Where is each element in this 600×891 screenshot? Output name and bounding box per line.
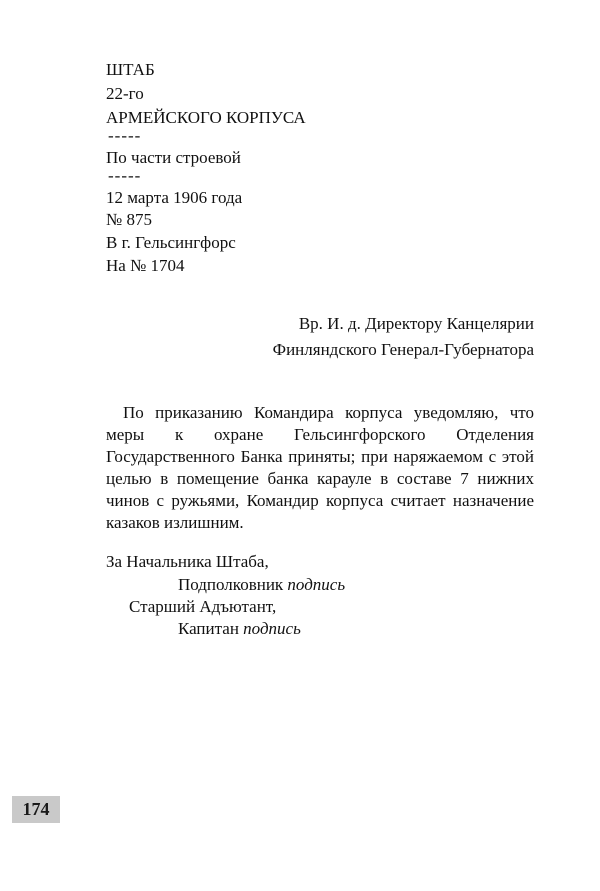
header-separator-1: ----- bbox=[108, 126, 142, 145]
signature-mark-1: подпись bbox=[287, 575, 346, 594]
signature-mark-2: подпись bbox=[243, 619, 301, 638]
addressee-line-1: Вр. И. д. Директору Канцелярии bbox=[298, 314, 534, 333]
addressee-line-2: Финляндского Генерал-Губернатора bbox=[272, 340, 534, 359]
addressee-block bbox=[273, 311, 534, 363]
header-place: В г. Гельсингфорс bbox=[106, 233, 236, 252]
signature-for-chief: За Начальника Штаба, bbox=[106, 552, 269, 571]
page-number: 174 bbox=[12, 796, 60, 823]
header-line-corps-number: 22-го bbox=[106, 84, 144, 103]
header-number: № 875 bbox=[106, 210, 152, 229]
header-separator-2: ----- bbox=[108, 166, 142, 185]
signature-rank-1: Подполковник bbox=[178, 575, 284, 594]
header-reply-to: На № 1704 bbox=[106, 256, 185, 275]
signature-senior-adjutant: Старший Адъютант, bbox=[129, 597, 277, 616]
header-section: По части строевой bbox=[106, 148, 241, 167]
header-date: 12 марта 1906 года bbox=[106, 188, 243, 207]
signature-captain bbox=[178, 619, 301, 639]
signature-rank-2: Капитан bbox=[178, 619, 239, 638]
body-paragraph bbox=[106, 402, 534, 534]
signature-lieutenant-colonel bbox=[178, 575, 345, 595]
header-line-shtab: ШТАБ bbox=[106, 60, 155, 79]
letter-body bbox=[106, 402, 534, 534]
body-paragraph-text: По приказанию Командира корпуса уведомляю, что меры к охране Гельсингфорского Отделения Государственного Банка приняты; при наряжаемом с этой целью в помещение банка карауле в составе 7 нижних чинов с ружьями, Командир корпуса считает назначение казаков излишним. bbox=[106, 403, 534, 532]
header-line-corps-name: АРМЕЙСКОГО КОРПУСА bbox=[106, 108, 306, 127]
